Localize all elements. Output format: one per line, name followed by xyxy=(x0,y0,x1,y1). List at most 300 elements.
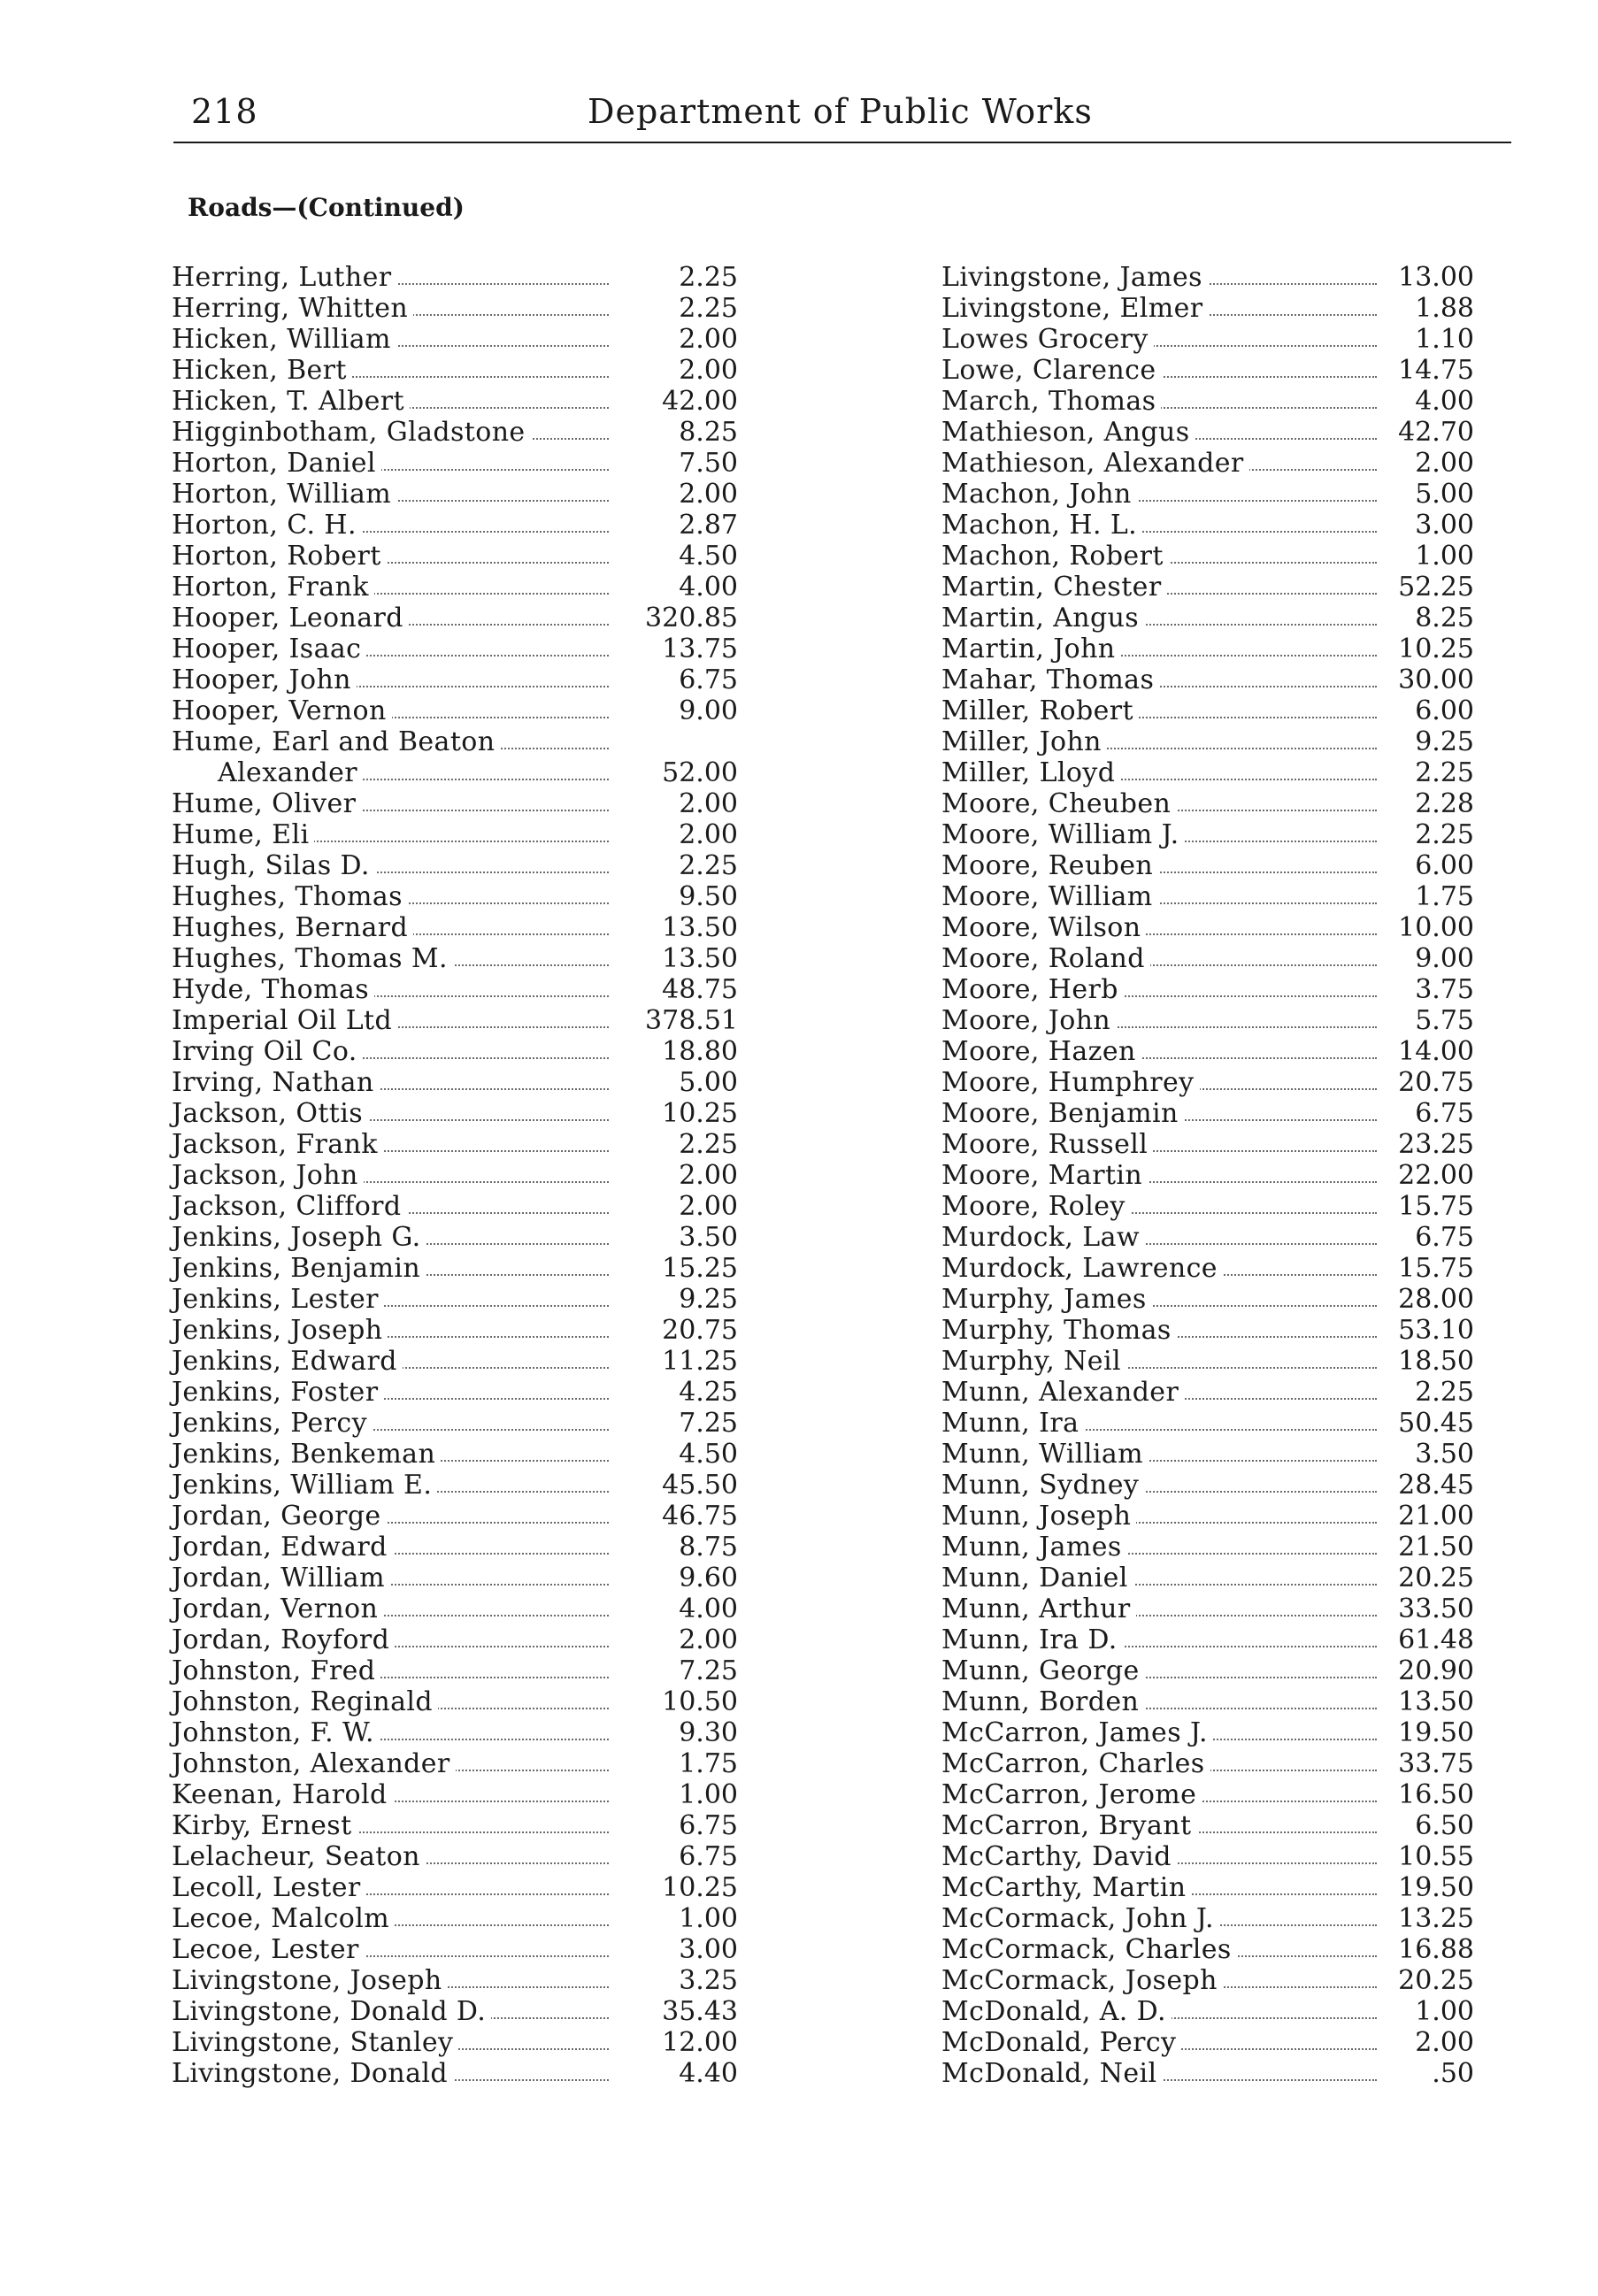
entry-name: Hooper, John xyxy=(172,664,357,695)
entry-amount: 2.00 xyxy=(1415,2027,1474,2058)
entry-amount: 42.00 xyxy=(662,386,738,417)
list-item xyxy=(941,943,1474,974)
entry-name: Murphy, James xyxy=(941,1284,1152,1315)
entry-amount: 3.50 xyxy=(1415,1439,1474,1470)
entry-amount: 8.25 xyxy=(679,417,738,448)
entry-name: Jenkins, Percy xyxy=(172,1408,373,1439)
entry-name: Jenkins, William E. xyxy=(172,1470,437,1501)
list-item xyxy=(941,355,1474,386)
entry-amount: 4.50 xyxy=(679,541,738,572)
entry-name: Moore, Russell xyxy=(941,1129,1153,1160)
entry-amount: 15.75 xyxy=(1398,1191,1474,1222)
entry-amount: 7.50 xyxy=(679,448,738,479)
list-item xyxy=(172,664,738,695)
list-item xyxy=(941,417,1474,448)
list-item xyxy=(941,1624,1474,1655)
list-item xyxy=(172,1129,738,1160)
entry-name: McDonald, Percy xyxy=(941,2027,1181,2058)
entry-amount: 6.75 xyxy=(679,664,738,695)
section-heading: Roads—(Continued) xyxy=(188,193,465,222)
list-item xyxy=(941,1501,1474,1532)
entry-name: Murdock, Law xyxy=(941,1222,1145,1253)
entry-name: Hughes, Thomas xyxy=(172,881,408,912)
list-item xyxy=(941,1934,1474,1965)
entry-amount: 45.50 xyxy=(662,1470,738,1501)
entry-name: Moore, John xyxy=(941,1005,1116,1036)
entry-name: Murphy, Thomas xyxy=(941,1315,1177,1346)
entry-name: Irving Oil Co. xyxy=(172,1036,363,1067)
list-item xyxy=(172,1501,738,1532)
list-item xyxy=(172,1098,738,1129)
entry-amount: 10.00 xyxy=(1398,912,1474,943)
entry-name: Jordan, Royford xyxy=(172,1624,395,1655)
list-item xyxy=(172,1686,738,1717)
running-head-title: Department of Public Works xyxy=(588,92,1093,131)
entry-amount: 9.25 xyxy=(679,1284,738,1315)
entry-name: Alexander xyxy=(218,757,363,788)
entry-name: Lowe, Clarence xyxy=(941,355,1162,386)
entry-name: Moore, Wilson xyxy=(941,912,1146,943)
list-item xyxy=(172,726,738,757)
list-item xyxy=(941,448,1474,479)
list-item xyxy=(941,974,1474,1005)
list-item xyxy=(172,355,738,386)
entry-name: Hume, Eli xyxy=(172,819,314,850)
entry-amount: 53.10 xyxy=(1398,1315,1474,1346)
entry-amount: 1.00 xyxy=(1415,1996,1474,2027)
list-item xyxy=(941,1470,1474,1501)
entry-name: Johnston, F. W. xyxy=(172,1717,380,1748)
list-item xyxy=(941,634,1474,664)
entry-amount: 1.10 xyxy=(1415,324,1474,355)
entry-amount: 4.40 xyxy=(679,2058,738,2089)
entry-amount: 11.25 xyxy=(662,1346,738,1377)
list-item xyxy=(941,819,1474,850)
entry-name: Lelacheur, Seaton xyxy=(172,1841,426,1872)
list-item xyxy=(172,788,738,819)
entry-name: Martin, Angus xyxy=(941,603,1144,634)
list-item xyxy=(172,757,738,788)
entry-amount: 2.25 xyxy=(679,1129,738,1160)
list-item xyxy=(172,2058,738,2089)
list-item xyxy=(941,664,1474,695)
list-item xyxy=(172,1005,738,1036)
entry-amount: 9.00 xyxy=(679,695,738,726)
entry-name: Lecoll, Lester xyxy=(172,1872,366,1903)
list-item xyxy=(172,1779,738,1810)
entry-amount: 2.00 xyxy=(1415,448,1474,479)
list-item xyxy=(172,1841,738,1872)
entry-name: Moore, Roland xyxy=(941,943,1150,974)
list-item xyxy=(172,541,738,572)
entry-amount: 16.88 xyxy=(1398,1934,1474,1965)
list-item xyxy=(941,1098,1474,1129)
list-item xyxy=(172,1036,738,1067)
list-item xyxy=(172,634,738,664)
list-item xyxy=(941,1686,1474,1717)
entry-name: Murdock, Lawrence xyxy=(941,1253,1223,1284)
entry-name: Munn, Sydney xyxy=(941,1470,1144,1501)
entry-name: Moore, William xyxy=(941,881,1158,912)
entry-name: Miller, Lloyd xyxy=(941,757,1120,788)
entry-name: Munn, William xyxy=(941,1439,1149,1470)
entry-name: Kirby, Ernest xyxy=(172,1810,357,1841)
entry-amount: 3.00 xyxy=(1415,510,1474,541)
list-item xyxy=(172,1717,738,1748)
entry-amount: 2.25 xyxy=(1415,757,1474,788)
entry-name: March, Thomas xyxy=(941,386,1161,417)
entry-name: Hooper, Vernon xyxy=(172,695,392,726)
entry-amount: 1.00 xyxy=(679,1779,738,1810)
entry-name: Moore, Roley xyxy=(941,1191,1131,1222)
entry-name: Moore, Reuben xyxy=(941,850,1158,881)
entry-name: Hughes, Bernard xyxy=(172,912,413,943)
list-item xyxy=(172,1934,738,1965)
list-item xyxy=(941,479,1474,510)
entry-name: Jackson, John xyxy=(172,1160,364,1191)
entry-amount: .50 xyxy=(1432,2058,1474,2089)
entry-amount: 20.90 xyxy=(1398,1655,1474,1686)
entry-name: Livingstone, Stanley xyxy=(172,2027,458,2058)
list-item xyxy=(172,1593,738,1624)
entry-amount: 13.00 xyxy=(1398,262,1474,293)
entry-amount: 3.00 xyxy=(679,1934,738,1965)
list-item xyxy=(941,1810,1474,1841)
entry-amount: 2.00 xyxy=(679,819,738,850)
entry-amount: 9.00 xyxy=(1415,943,1474,974)
list-item xyxy=(172,448,738,479)
entry-name: Miller, Robert xyxy=(941,695,1139,726)
entry-name: Lecoe, Lester xyxy=(172,1934,365,1965)
entry-amount: 7.25 xyxy=(679,1655,738,1686)
list-item xyxy=(941,1346,1474,1377)
list-item xyxy=(941,1532,1474,1563)
list-item xyxy=(172,881,738,912)
entry-name: Livingstone, Donald D. xyxy=(172,1996,491,2027)
list-item xyxy=(941,293,1474,324)
list-item xyxy=(941,510,1474,541)
entry-name: Keenan, Harold xyxy=(172,1779,393,1810)
entry-amount: 2.00 xyxy=(679,1624,738,1655)
entry-amount: 12.00 xyxy=(662,2027,738,2058)
entry-name: Moore, Cheuben xyxy=(941,788,1176,819)
entry-amount: 8.75 xyxy=(679,1532,738,1563)
list-item xyxy=(172,293,738,324)
entry-name: Jenkins, Joseph xyxy=(172,1315,388,1346)
entry-amount: 20.25 xyxy=(1398,1563,1474,1593)
entry-amount: 8.25 xyxy=(1415,603,1474,634)
entry-amount: 42.70 xyxy=(1398,417,1474,448)
entry-name: Hicken, William xyxy=(172,324,396,355)
entry-name: Munn, George xyxy=(941,1655,1145,1686)
entry-name: Munn, Ira xyxy=(941,1408,1084,1439)
entry-name: Hyde, Thomas xyxy=(172,974,374,1005)
list-item xyxy=(172,603,738,634)
entry-name: Moore, Humphrey xyxy=(941,1067,1200,1098)
entry-amount: 2.25 xyxy=(679,293,738,324)
entry-amount: 10.25 xyxy=(662,1098,738,1129)
entry-amount: 33.75 xyxy=(1398,1748,1474,1779)
entry-amount: 2.00 xyxy=(679,1191,738,1222)
entry-name: McCormack, Charles xyxy=(941,1934,1237,1965)
entry-name: Johnston, Fred xyxy=(172,1655,380,1686)
entry-name: Jackson, Ottis xyxy=(172,1098,368,1129)
list-item xyxy=(172,1315,738,1346)
right-column-list xyxy=(941,262,1474,2089)
entry-amount: 9.30 xyxy=(679,1717,738,1748)
entry-name: McDonald, Neil xyxy=(941,2058,1163,2089)
entry-name: Machon, H. L. xyxy=(941,510,1142,541)
entry-amount: 20.25 xyxy=(1398,1965,1474,1996)
list-item xyxy=(941,881,1474,912)
entry-name: Higginbotham, Gladstone xyxy=(172,417,531,448)
list-item xyxy=(941,1408,1474,1439)
entry-name: Mathieson, Alexander xyxy=(941,448,1249,479)
list-item xyxy=(172,1810,738,1841)
list-item xyxy=(172,1191,738,1222)
list-item xyxy=(172,510,738,541)
list-item xyxy=(941,1872,1474,1903)
list-item xyxy=(941,2027,1474,2058)
entry-amount: 6.75 xyxy=(1415,1098,1474,1129)
entry-amount: 46.75 xyxy=(662,1501,738,1532)
list-item xyxy=(172,943,738,974)
list-item xyxy=(941,1748,1474,1779)
list-item xyxy=(172,1439,738,1470)
list-item xyxy=(941,572,1474,603)
list-item xyxy=(172,417,738,448)
entry-amount: 30.00 xyxy=(1398,664,1474,695)
list-item xyxy=(172,1470,738,1501)
list-item xyxy=(941,1315,1474,1346)
entry-amount: 52.00 xyxy=(662,757,738,788)
entry-amount: 16.50 xyxy=(1398,1779,1474,1810)
entry-amount: 6.75 xyxy=(679,1810,738,1841)
entry-amount: 9.25 xyxy=(1415,726,1474,757)
entry-amount: 7.25 xyxy=(679,1408,738,1439)
entry-amount: 1.00 xyxy=(1415,541,1474,572)
list-item xyxy=(941,1284,1474,1315)
entry-amount: 9.60 xyxy=(679,1563,738,1593)
entry-amount: 4.00 xyxy=(1415,386,1474,417)
entry-name: McCarthy, David xyxy=(941,1841,1177,1872)
entry-amount: 2.00 xyxy=(679,479,738,510)
page-number: 218 xyxy=(191,92,258,131)
list-item xyxy=(941,1563,1474,1593)
entry-name: Lowes Grocery xyxy=(941,324,1154,355)
entry-amount: 48.75 xyxy=(662,974,738,1005)
list-item xyxy=(941,1160,1474,1191)
entry-amount: 6.00 xyxy=(1415,850,1474,881)
entry-amount: 13.25 xyxy=(1398,1903,1474,1934)
entry-amount: 1.00 xyxy=(679,1903,738,1934)
list-item xyxy=(941,1191,1474,1222)
entry-name: Hicken, T. Albert xyxy=(172,386,410,417)
list-item xyxy=(172,1067,738,1098)
entry-amount: 35.43 xyxy=(662,1996,738,2027)
list-item xyxy=(941,912,1474,943)
entry-name: Livingstone, Donald xyxy=(172,2058,453,2089)
list-item xyxy=(941,324,1474,355)
entry-amount: 9.50 xyxy=(679,881,738,912)
list-item xyxy=(941,1036,1474,1067)
entry-amount: 15.25 xyxy=(662,1253,738,1284)
list-item xyxy=(172,695,738,726)
entry-amount: 28.45 xyxy=(1398,1470,1474,1501)
entry-name: Horton, C. H. xyxy=(172,510,362,541)
list-item xyxy=(941,386,1474,417)
entry-name: Mahar, Thomas xyxy=(941,664,1159,695)
entry-amount: 2.25 xyxy=(1415,1377,1474,1408)
entry-amount: 5.00 xyxy=(1415,479,1474,510)
entry-name: McCarron, Bryant xyxy=(941,1810,1197,1841)
entry-amount: 378.51 xyxy=(645,1005,738,1036)
entry-name: McDonald, A. D. xyxy=(941,1996,1172,2027)
list-item xyxy=(172,1872,738,1903)
entry-amount: 13.50 xyxy=(662,943,738,974)
list-item xyxy=(172,1160,738,1191)
entry-amount: 4.50 xyxy=(679,1439,738,1470)
list-item xyxy=(941,1841,1474,1872)
entry-name: Miller, John xyxy=(941,726,1107,757)
list-item xyxy=(941,726,1474,757)
entry-name: Imperial Oil Ltd xyxy=(172,1005,397,1036)
entry-name: Livingstone, Joseph xyxy=(172,1965,448,1996)
entry-amount: 18.50 xyxy=(1398,1346,1474,1377)
entry-amount: 1.75 xyxy=(679,1748,738,1779)
list-item xyxy=(941,1005,1474,1036)
list-item xyxy=(172,1624,738,1655)
list-item xyxy=(172,974,738,1005)
entry-name: Johnston, Reginald xyxy=(172,1686,438,1717)
list-item xyxy=(941,757,1474,788)
entry-amount: 13.50 xyxy=(1398,1686,1474,1717)
entry-name: Johnston, Alexander xyxy=(172,1748,456,1779)
list-item xyxy=(172,1377,738,1408)
list-item xyxy=(941,788,1474,819)
header-rule xyxy=(173,142,1511,143)
entry-amount: 18.80 xyxy=(662,1036,738,1067)
list-item xyxy=(172,1532,738,1563)
entry-amount: 21.50 xyxy=(1398,1532,1474,1563)
entry-amount: 5.75 xyxy=(1415,1005,1474,1036)
entry-name: Jenkins, Joseph G. xyxy=(172,1222,426,1253)
list-item xyxy=(172,2027,738,2058)
entry-name: Horton, Robert xyxy=(172,541,387,572)
list-item xyxy=(941,541,1474,572)
list-item xyxy=(172,912,738,943)
entry-amount: 10.25 xyxy=(1398,634,1474,664)
list-item xyxy=(172,1346,738,1377)
entry-name: McCarron, Jerome xyxy=(941,1779,1202,1810)
entry-name: Livingstone, Elmer xyxy=(941,293,1208,324)
list-item xyxy=(172,1903,738,1934)
entry-name: Munn, Borden xyxy=(941,1686,1144,1717)
entry-amount: 10.55 xyxy=(1398,1841,1474,1872)
entry-amount: 13.75 xyxy=(662,634,738,664)
entry-amount: 4.25 xyxy=(679,1377,738,1408)
entry-name: Murphy, Neil xyxy=(941,1346,1126,1377)
list-item xyxy=(172,1655,738,1686)
entry-amount: 23.25 xyxy=(1398,1129,1474,1160)
list-item xyxy=(172,386,738,417)
list-item xyxy=(941,1222,1474,1253)
entry-name: Jackson, Clifford xyxy=(172,1191,407,1222)
entry-name: Jordan, Vernon xyxy=(172,1593,383,1624)
list-item xyxy=(941,2058,1474,2089)
entry-amount: 5.00 xyxy=(679,1067,738,1098)
list-item xyxy=(941,1779,1474,1810)
entry-amount: 3.25 xyxy=(679,1965,738,1996)
list-item xyxy=(941,1996,1474,2027)
entry-name: McCarthy, Martin xyxy=(941,1872,1191,1903)
entry-amount: 3.75 xyxy=(1415,974,1474,1005)
entry-name: Jenkins, Lester xyxy=(172,1284,384,1315)
entry-name: Martin, Chester xyxy=(941,572,1167,603)
entry-name: Hicken, Bert xyxy=(172,355,352,386)
entry-amount: 10.50 xyxy=(662,1686,738,1717)
entry-name: Hume, Earl and Beaton xyxy=(172,726,501,757)
entry-amount: 50.45 xyxy=(1398,1408,1474,1439)
entry-name: McCormack, Joseph xyxy=(941,1965,1223,1996)
entry-name: Machon, John xyxy=(941,479,1137,510)
list-item xyxy=(941,1067,1474,1098)
list-item xyxy=(941,695,1474,726)
list-item xyxy=(172,1563,738,1593)
entry-name: Munn, James xyxy=(941,1532,1127,1563)
entry-amount: 6.50 xyxy=(1415,1810,1474,1841)
entry-amount: 20.75 xyxy=(662,1315,738,1346)
list-item xyxy=(172,1408,738,1439)
list-item xyxy=(941,850,1474,881)
entry-amount: 1.88 xyxy=(1415,293,1474,324)
entry-name: Mathieson, Angus xyxy=(941,417,1195,448)
entry-amount: 2.00 xyxy=(679,355,738,386)
entry-name: Jenkins, Edward xyxy=(172,1346,403,1377)
entry-name: Jackson, Frank xyxy=(172,1129,383,1160)
entry-amount: 4.00 xyxy=(679,1593,738,1624)
list-item xyxy=(172,262,738,293)
entry-name: Hooper, Isaac xyxy=(172,634,366,664)
entry-amount: 2.25 xyxy=(679,262,738,293)
entry-amount: 1.75 xyxy=(1415,881,1474,912)
entry-name: Martin, John xyxy=(941,634,1121,664)
entry-amount: 2.00 xyxy=(679,1160,738,1191)
list-item xyxy=(941,1129,1474,1160)
list-item xyxy=(172,819,738,850)
entry-name: Hume, Oliver xyxy=(172,788,361,819)
list-item xyxy=(941,1377,1474,1408)
entry-name: Horton, Daniel xyxy=(172,448,381,479)
entry-name: Irving, Nathan xyxy=(172,1067,380,1098)
entry-amount: 20.75 xyxy=(1398,1067,1474,1098)
entry-name: Hugh, Silas D. xyxy=(172,850,375,881)
entry-name: Machon, Robert xyxy=(941,541,1169,572)
entry-amount: 19.50 xyxy=(1398,1717,1474,1748)
entry-amount: 19.50 xyxy=(1398,1872,1474,1903)
entry-name: Munn, Ira D. xyxy=(941,1624,1123,1655)
entry-amount: 61.48 xyxy=(1398,1624,1474,1655)
entry-amount: 22.00 xyxy=(1398,1160,1474,1191)
entry-name: Livingstone, James xyxy=(941,262,1208,293)
entry-name: Jordan, William xyxy=(172,1563,390,1593)
entry-amount: 2.28 xyxy=(1415,788,1474,819)
entry-amount: 2.87 xyxy=(679,510,738,541)
list-item xyxy=(172,850,738,881)
entry-amount: 21.00 xyxy=(1398,1501,1474,1532)
entry-amount: 6.75 xyxy=(679,1841,738,1872)
list-item xyxy=(941,262,1474,293)
